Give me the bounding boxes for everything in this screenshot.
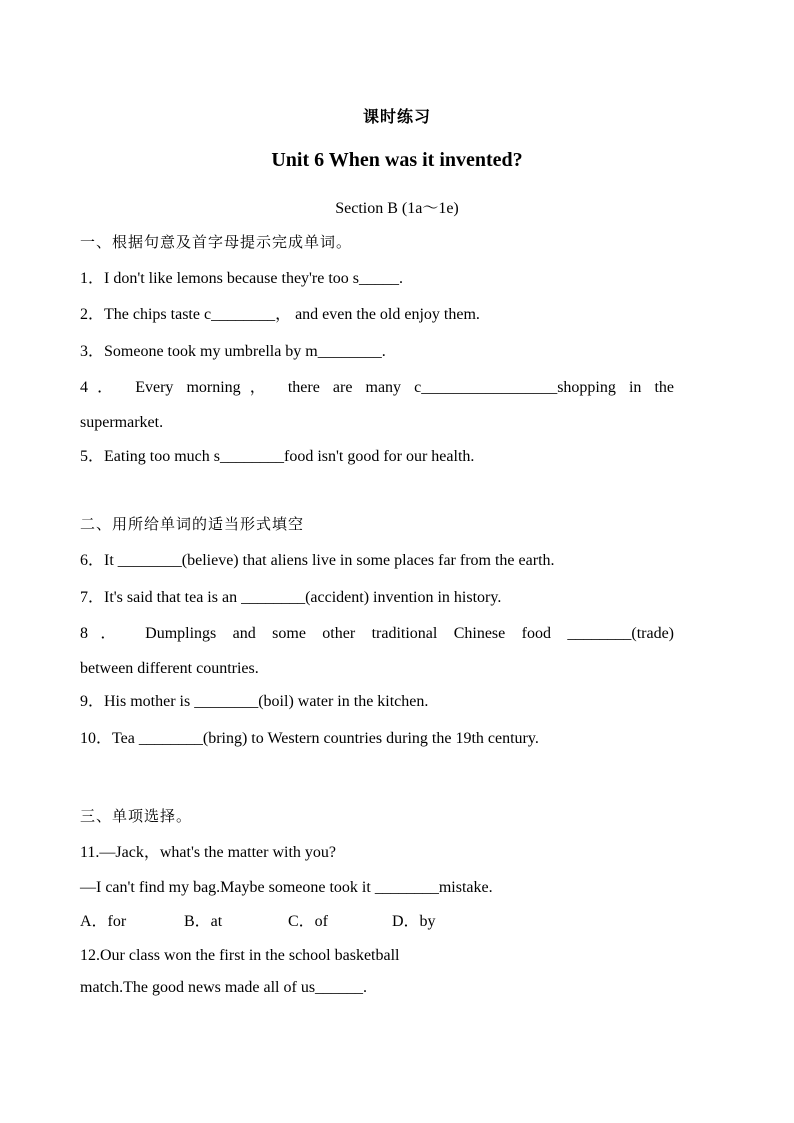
- question-7: 7．It's said that tea is an ________(accident) invention in history.: [80, 589, 502, 606]
- part2-heading: 二、用所给单词的适当形式填空: [80, 515, 305, 533]
- doc-type-title: 课时练习: [362, 109, 431, 126]
- question-6: 6．It ________(believe) that aliens live in some places far from the earth.: [80, 552, 555, 569]
- option-d: D．by: [392, 913, 436, 930]
- question-10: 10．Tea ________(bring) to Western countries during the 19th century.: [80, 730, 539, 747]
- question-8-line2: between different countries.: [80, 660, 259, 677]
- question-11-line1: 11.—Jack，what's the matter with you?: [80, 844, 337, 861]
- question-12-line1: 12.Our class won the first in the school basketball: [80, 947, 400, 964]
- question-4-line1: 4． Every morning， there are many c_________________shopping in the: [80, 379, 674, 396]
- option-b: B．at: [184, 913, 223, 930]
- part3-heading: 三、单项选择。: [80, 807, 193, 825]
- part1-heading: 一、根据句意及首字母提示完成单词。: [80, 233, 353, 251]
- question-11-options: [80, 912, 496, 932]
- section-title: Section B (1a～1e): [335, 200, 459, 217]
- question-11-line2: —I can't find my bag.Maybe someone took it ________mistake.: [80, 879, 493, 896]
- option-a: A．for: [80, 913, 127, 930]
- question-4-line2: supermarket.: [80, 414, 164, 431]
- question-1: 1．I don't like lemons because they're too s_____.: [80, 270, 404, 287]
- question-3: 3．Someone took my umbrella by m________.: [80, 343, 386, 360]
- option-c: C．of: [288, 913, 329, 930]
- question-9: 9．His mother is ________(boil) water in the kitchen.: [80, 693, 429, 710]
- question-12-line2: match.The good news made all of us______.: [80, 979, 368, 996]
- question-2: 2．The chips taste c________， and even the old enjoy them.: [80, 306, 480, 323]
- unit-title: Unit 6 When was it invented?: [271, 149, 523, 171]
- question-8-line1: 8． Dumplings and some other traditional Chinese food ________(trade): [80, 625, 674, 642]
- question-5: 5．Eating too much s________food isn't good for our health.: [80, 448, 475, 465]
